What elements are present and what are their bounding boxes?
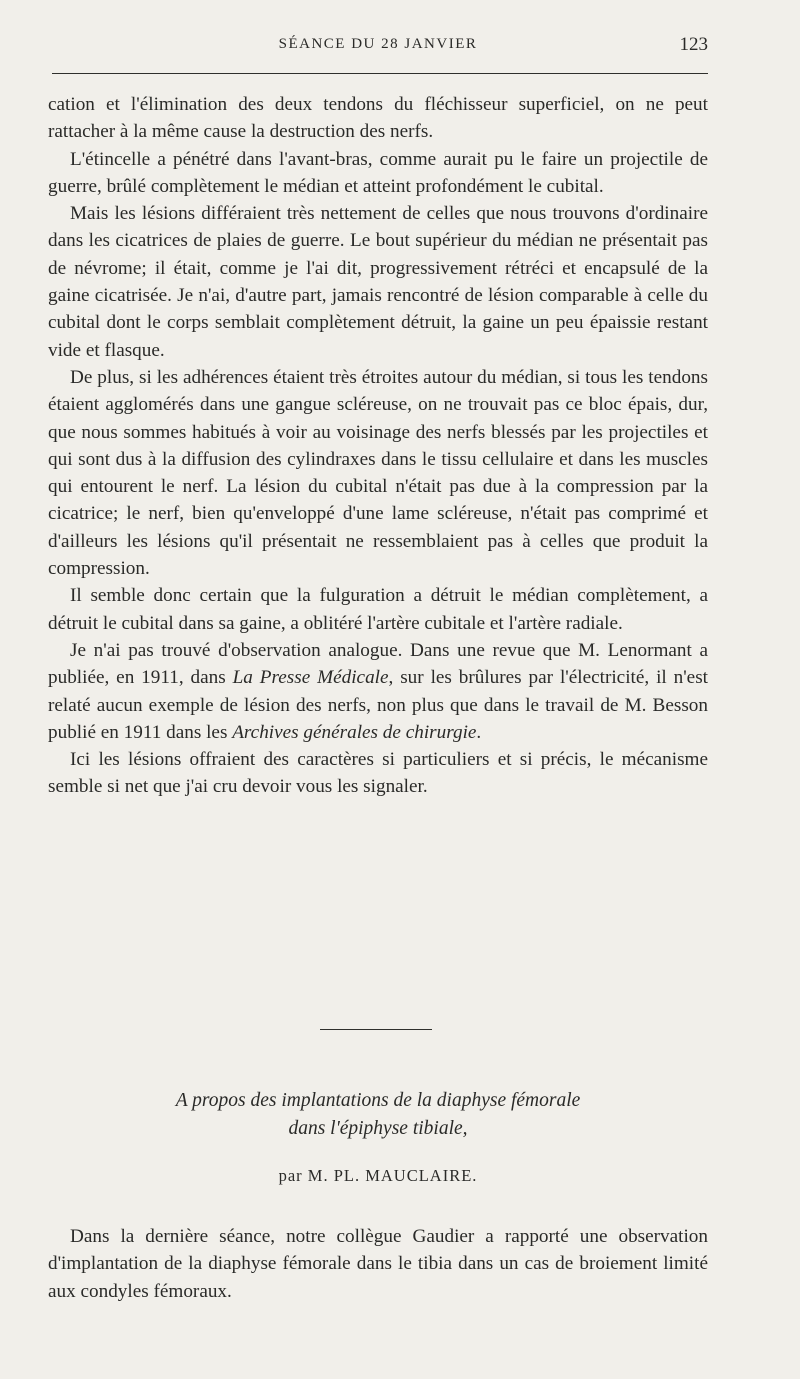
- page-header: [48, 36, 708, 62]
- paragraph-continuation: cation et l'élimination des deux tendons du fléchisseur superficiel, on ne peut rattacher à la même cause la destruction des nerfs.: [48, 94, 708, 143]
- paragraph-references: [48, 637, 708, 746]
- paragraph: Dans la dernière séance, notre collègue Gaudier a rapporté une observation d'implantation de la diaphyse fémorale dans le tibia dans un cas de broiement limité aux condyles fémoraux.: [48, 1226, 708, 1302]
- article-body: [48, 1223, 708, 1305]
- text-run: , sur les brûlures par l'électricité, il n'est relaté aucun exemple de lésion des nerfs, non plus que dans le travail de M. Besson publié en 1911 dans les: [48, 667, 708, 743]
- article-title-line: dans l'épiphyse tibiale,: [288, 1118, 468, 1139]
- main-text: [48, 91, 708, 801]
- header-rule: [52, 73, 708, 74]
- article-title-line: A propos des implantations de la diaphyse fémorale: [175, 1090, 581, 1111]
- text-run: Je n'ai pas trouvé d'observation analogue. Dans une revue que M. Lenormant a publiée, en 1911, dans: [48, 639, 708, 689]
- paragraph: Il semble donc certain que la fulguration a détruit le médian complètement, a détruit le cubital dans sa gaine, a oblitéré l'artère cubitale et l'artère radiale.: [48, 585, 708, 634]
- text-run: .: [476, 721, 482, 743]
- journal-title: Archives générales de chirurgie: [232, 721, 477, 743]
- journal-title: La Presse Médicale: [232, 667, 389, 689]
- paragraph: Ici les lésions offraient des caractères si particuliers et si précis, le mécanisme semble si net que j'ai cru devoir vous les signaler.: [48, 749, 708, 798]
- page-number: 123: [679, 34, 708, 55]
- author-byline: par M. PL. MAUCLAIRE.: [278, 1166, 478, 1185]
- section-separator: [320, 1029, 432, 1030]
- paragraph: De plus, si les adhérences étaient très étroites autour du médian, si tous les tendons étaient agglomérés dans une gangue scléreuse, on ne trouvait pas ce bloc épais, dur, que nous sommes habitués à voir au voisinage des nerfs blessés par les projectiles et qui sont dus à la diffusion des cylindraxes dans le tissu cellulaire et dans les muscles qui entourent le nerf. La lésion du cubital n'était pas due à la compression par la cicatrice; le nerf, bien qu'enveloppé d'une lame scléreuse, n'était pas comprimé et d'ailleurs les lésions qu'il présentait ne ressemblaient pas à celles que produit la compression.: [48, 366, 708, 580]
- running-title: SÉANCE DU 28 JANVIER: [278, 36, 478, 52]
- paragraph: L'étincelle a pénétré dans l'avant-bras, comme aurait pu le faire un projectile de guerre, brûlé complètement le médian et atteint profondément le cubital.: [48, 148, 708, 197]
- article-title: [48, 1087, 708, 1143]
- paragraph: Mais les lésions différaient très nettement de celles que nous trouvons d'ordinaire dans les cicatrices de plaies de guerre. Le bout supérieur du médian ne présentait pas de névrome; il était, comme je l'ai dit, progressivement rétréci et encapsulé de la gaine cicatrisée. Je n'ai, d'autre part, jamais rencontré de lésion comparable à celle du cubital dont le corps semblait complètement détruit, la gaine un peu épaissie restant vide et flasque.: [48, 203, 708, 361]
